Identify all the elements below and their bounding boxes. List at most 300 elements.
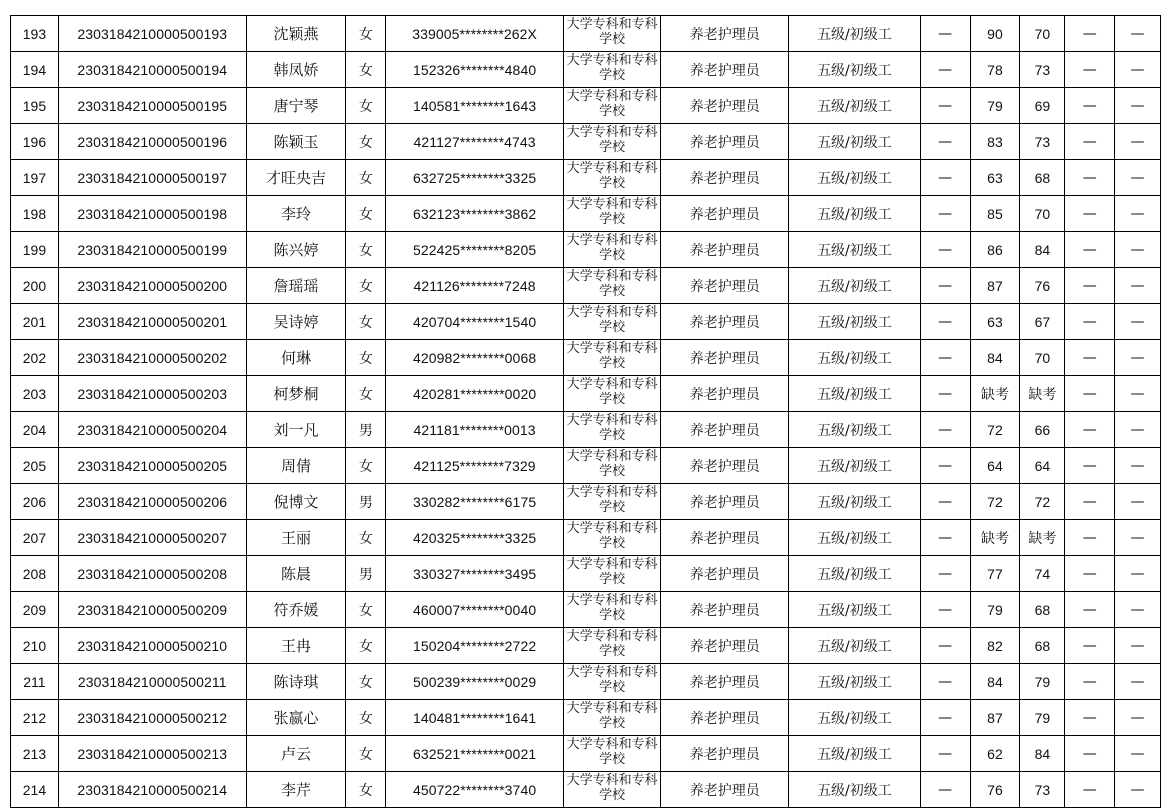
exam-number-cell: 2303184210000500207 bbox=[58, 520, 246, 556]
extra-cell: — bbox=[920, 124, 970, 160]
level-cell: 五级/初级工 bbox=[789, 412, 921, 448]
level-cell: 五级/初级工 bbox=[789, 700, 921, 736]
occupation-cell: 养老护理员 bbox=[661, 304, 789, 340]
gender-cell: 女 bbox=[346, 448, 386, 484]
table-row bbox=[11, 412, 1161, 448]
seq-cell: 212 bbox=[11, 700, 59, 736]
extra-cell: — bbox=[920, 196, 970, 232]
extra-cell: — bbox=[920, 448, 970, 484]
exam-number-cell: 2303184210000500200 bbox=[58, 268, 246, 304]
seq-cell: 204 bbox=[11, 412, 59, 448]
level-cell: 五级/初级工 bbox=[789, 16, 921, 52]
theory-score-cell: 78 bbox=[970, 52, 1020, 88]
education-cell: 大学专科和专科学校 bbox=[563, 556, 661, 592]
gender-cell: 男 bbox=[346, 484, 386, 520]
extra-cell: — bbox=[920, 376, 970, 412]
extra-cell: — bbox=[1065, 376, 1115, 412]
seq-cell: 211 bbox=[11, 664, 59, 700]
extra-cell: — bbox=[1115, 520, 1161, 556]
extra-cell: — bbox=[1065, 412, 1115, 448]
gender-cell: 女 bbox=[346, 592, 386, 628]
seq-cell: 193 bbox=[11, 16, 59, 52]
level-cell: 五级/初级工 bbox=[789, 376, 921, 412]
education-cell: 大学专科和专科学校 bbox=[563, 340, 661, 376]
extra-cell: — bbox=[920, 520, 970, 556]
name-cell: 唐宁琴 bbox=[246, 88, 346, 124]
gender-cell: 女 bbox=[346, 16, 386, 52]
theory-score-cell: 缺考 bbox=[970, 520, 1020, 556]
occupation-cell: 养老护理员 bbox=[661, 592, 789, 628]
extra-cell: — bbox=[920, 52, 970, 88]
extra-cell: — bbox=[920, 232, 970, 268]
table-row bbox=[11, 52, 1161, 88]
skill-score-cell: 70 bbox=[1020, 196, 1065, 232]
level-cell: 五级/初级工 bbox=[789, 304, 921, 340]
theory-score-cell: 63 bbox=[970, 304, 1020, 340]
table-row bbox=[11, 268, 1161, 304]
gender-cell: 女 bbox=[346, 304, 386, 340]
seq-cell: 196 bbox=[11, 124, 59, 160]
extra-cell: — bbox=[920, 160, 970, 196]
exam-number-cell: 2303184210000500203 bbox=[58, 376, 246, 412]
extra-cell: — bbox=[1115, 556, 1161, 592]
gender-cell: 女 bbox=[346, 232, 386, 268]
extra-cell: — bbox=[1115, 232, 1161, 268]
gender-cell: 女 bbox=[346, 160, 386, 196]
table-row bbox=[11, 16, 1161, 52]
extra-cell: — bbox=[1115, 484, 1161, 520]
table-row bbox=[11, 160, 1161, 196]
seq-cell: 213 bbox=[11, 736, 59, 772]
name-cell: 王丽 bbox=[246, 520, 346, 556]
table-row bbox=[11, 592, 1161, 628]
table-row bbox=[11, 556, 1161, 592]
theory-score-cell: 90 bbox=[970, 16, 1020, 52]
gender-cell: 女 bbox=[346, 628, 386, 664]
extra-cell: — bbox=[920, 592, 970, 628]
level-cell: 五级/初级工 bbox=[789, 448, 921, 484]
exam-number-cell: 2303184210000500206 bbox=[58, 484, 246, 520]
skill-score-cell: 70 bbox=[1020, 16, 1065, 52]
occupation-cell: 养老护理员 bbox=[661, 520, 789, 556]
seq-cell: 195 bbox=[11, 88, 59, 124]
occupation-cell: 养老护理员 bbox=[661, 268, 789, 304]
extra-cell: — bbox=[1065, 556, 1115, 592]
extra-cell: — bbox=[1115, 340, 1161, 376]
skill-score-cell: 64 bbox=[1020, 448, 1065, 484]
id-card-cell: 140581********1643 bbox=[386, 88, 564, 124]
skill-score-cell: 缺考 bbox=[1020, 376, 1065, 412]
theory-score-cell: 63 bbox=[970, 160, 1020, 196]
occupation-cell: 养老护理员 bbox=[661, 700, 789, 736]
education-cell: 大学专科和专科学校 bbox=[563, 376, 661, 412]
theory-score-cell: 79 bbox=[970, 88, 1020, 124]
seq-cell: 200 bbox=[11, 268, 59, 304]
extra-cell: — bbox=[1065, 736, 1115, 772]
exam-number-cell: 2303184210000500205 bbox=[58, 448, 246, 484]
seq-cell: 202 bbox=[11, 340, 59, 376]
seq-cell: 203 bbox=[11, 376, 59, 412]
name-cell: 陈颖玉 bbox=[246, 124, 346, 160]
id-card-cell: 140481********1641 bbox=[386, 700, 564, 736]
education-cell: 大学专科和专科学校 bbox=[563, 520, 661, 556]
gender-cell: 女 bbox=[346, 520, 386, 556]
occupation-cell: 养老护理员 bbox=[661, 160, 789, 196]
education-cell: 大学专科和专科学校 bbox=[563, 736, 661, 772]
theory-score-cell: 72 bbox=[970, 484, 1020, 520]
table-row bbox=[11, 340, 1161, 376]
education-cell: 大学专科和专科学校 bbox=[563, 88, 661, 124]
gender-cell: 女 bbox=[346, 196, 386, 232]
id-card-cell: 420325********3325 bbox=[386, 520, 564, 556]
level-cell: 五级/初级工 bbox=[789, 340, 921, 376]
occupation-cell: 养老护理员 bbox=[661, 232, 789, 268]
gender-cell: 女 bbox=[346, 664, 386, 700]
extra-cell: — bbox=[1065, 700, 1115, 736]
skill-score-cell: 73 bbox=[1020, 124, 1065, 160]
id-card-cell: 420982********0068 bbox=[386, 340, 564, 376]
occupation-cell: 养老护理员 bbox=[661, 484, 789, 520]
theory-score-cell: 84 bbox=[970, 664, 1020, 700]
extra-cell: — bbox=[1065, 664, 1115, 700]
table-row bbox=[11, 196, 1161, 232]
skill-score-cell: 84 bbox=[1020, 736, 1065, 772]
table-row bbox=[11, 664, 1161, 700]
extra-cell: — bbox=[1115, 196, 1161, 232]
occupation-cell: 养老护理员 bbox=[661, 196, 789, 232]
extra-cell: — bbox=[1115, 16, 1161, 52]
education-cell: 大学专科和专科学校 bbox=[563, 700, 661, 736]
id-card-cell: 421181********0013 bbox=[386, 412, 564, 448]
theory-score-cell: 87 bbox=[970, 268, 1020, 304]
extra-cell: — bbox=[920, 772, 970, 808]
theory-score-cell: 缺考 bbox=[970, 376, 1020, 412]
extra-cell: — bbox=[920, 16, 970, 52]
exam-number-cell: 2303184210000500210 bbox=[58, 628, 246, 664]
extra-cell: — bbox=[920, 664, 970, 700]
extra-cell: — bbox=[1115, 700, 1161, 736]
level-cell: 五级/初级工 bbox=[789, 664, 921, 700]
table-row bbox=[11, 124, 1161, 160]
name-cell: 李玲 bbox=[246, 196, 346, 232]
exam-number-cell: 2303184210000500202 bbox=[58, 340, 246, 376]
id-card-cell: 460007********0040 bbox=[386, 592, 564, 628]
skill-score-cell: 69 bbox=[1020, 88, 1065, 124]
seq-cell: 214 bbox=[11, 772, 59, 808]
extra-cell: — bbox=[920, 304, 970, 340]
gender-cell: 女 bbox=[346, 268, 386, 304]
gender-cell: 男 bbox=[346, 412, 386, 448]
extra-cell: — bbox=[1065, 232, 1115, 268]
skill-score-cell: 68 bbox=[1020, 628, 1065, 664]
name-cell: 韩凤娇 bbox=[246, 52, 346, 88]
extra-cell: — bbox=[1065, 772, 1115, 808]
skill-score-cell: 72 bbox=[1020, 484, 1065, 520]
gender-cell: 女 bbox=[346, 52, 386, 88]
exam-number-cell: 2303184210000500209 bbox=[58, 592, 246, 628]
name-cell: 詹瑶瑶 bbox=[246, 268, 346, 304]
table-row bbox=[11, 736, 1161, 772]
seq-cell: 208 bbox=[11, 556, 59, 592]
extra-cell: — bbox=[1115, 160, 1161, 196]
id-card-cell: 330282********6175 bbox=[386, 484, 564, 520]
extra-cell: — bbox=[1115, 376, 1161, 412]
seq-cell: 205 bbox=[11, 448, 59, 484]
education-cell: 大学专科和专科学校 bbox=[563, 124, 661, 160]
occupation-cell: 养老护理员 bbox=[661, 124, 789, 160]
extra-cell: — bbox=[1065, 340, 1115, 376]
extra-cell: — bbox=[1115, 628, 1161, 664]
name-cell: 周倩 bbox=[246, 448, 346, 484]
extra-cell: — bbox=[1065, 124, 1115, 160]
occupation-cell: 养老护理员 bbox=[661, 772, 789, 808]
level-cell: 五级/初级工 bbox=[789, 268, 921, 304]
extra-cell: — bbox=[1065, 520, 1115, 556]
theory-score-cell: 62 bbox=[970, 736, 1020, 772]
table-row bbox=[11, 304, 1161, 340]
exam-number-cell: 2303184210000500212 bbox=[58, 700, 246, 736]
id-card-cell: 420281********0020 bbox=[386, 376, 564, 412]
level-cell: 五级/初级工 bbox=[789, 628, 921, 664]
name-cell: 沈颖燕 bbox=[246, 16, 346, 52]
seq-cell: 209 bbox=[11, 592, 59, 628]
education-cell: 大学专科和专科学校 bbox=[563, 448, 661, 484]
exam-number-cell: 2303184210000500201 bbox=[58, 304, 246, 340]
occupation-cell: 养老护理员 bbox=[661, 628, 789, 664]
education-cell: 大学专科和专科学校 bbox=[563, 232, 661, 268]
extra-cell: — bbox=[1115, 88, 1161, 124]
id-card-cell: 632521********0021 bbox=[386, 736, 564, 772]
exam-number-cell: 2303184210000500197 bbox=[58, 160, 246, 196]
level-cell: 五级/初级工 bbox=[789, 772, 921, 808]
extra-cell: — bbox=[1115, 124, 1161, 160]
theory-score-cell: 64 bbox=[970, 448, 1020, 484]
exam-number-cell: 2303184210000500208 bbox=[58, 556, 246, 592]
id-card-cell: 339005********262X bbox=[386, 16, 564, 52]
extra-cell: — bbox=[920, 88, 970, 124]
education-cell: 大学专科和专科学校 bbox=[563, 628, 661, 664]
exam-number-cell: 2303184210000500194 bbox=[58, 52, 246, 88]
extra-cell: — bbox=[1115, 304, 1161, 340]
seq-cell: 210 bbox=[11, 628, 59, 664]
name-cell: 陈兴婷 bbox=[246, 232, 346, 268]
results-table bbox=[10, 15, 1161, 808]
table-row bbox=[11, 232, 1161, 268]
skill-score-cell: 79 bbox=[1020, 664, 1065, 700]
education-cell: 大学专科和专科学校 bbox=[563, 16, 661, 52]
extra-cell: — bbox=[920, 484, 970, 520]
table-row bbox=[11, 520, 1161, 556]
extra-cell: — bbox=[1065, 484, 1115, 520]
level-cell: 五级/初级工 bbox=[789, 124, 921, 160]
skill-score-cell: 84 bbox=[1020, 232, 1065, 268]
level-cell: 五级/初级工 bbox=[789, 556, 921, 592]
occupation-cell: 养老护理员 bbox=[661, 736, 789, 772]
id-card-cell: 330327********3495 bbox=[386, 556, 564, 592]
id-card-cell: 421126********7248 bbox=[386, 268, 564, 304]
exam-number-cell: 2303184210000500196 bbox=[58, 124, 246, 160]
id-card-cell: 632725********3325 bbox=[386, 160, 564, 196]
theory-score-cell: 79 bbox=[970, 592, 1020, 628]
occupation-cell: 养老护理员 bbox=[661, 16, 789, 52]
id-card-cell: 150204********2722 bbox=[386, 628, 564, 664]
level-cell: 五级/初级工 bbox=[789, 520, 921, 556]
extra-cell: — bbox=[920, 340, 970, 376]
extra-cell: — bbox=[1065, 448, 1115, 484]
gender-cell: 女 bbox=[346, 340, 386, 376]
name-cell: 倪博文 bbox=[246, 484, 346, 520]
exam-number-cell: 2303184210000500214 bbox=[58, 772, 246, 808]
theory-score-cell: 84 bbox=[970, 340, 1020, 376]
gender-cell: 女 bbox=[346, 376, 386, 412]
level-cell: 五级/初级工 bbox=[789, 88, 921, 124]
exam-number-cell: 2303184210000500204 bbox=[58, 412, 246, 448]
gender-cell: 女 bbox=[346, 88, 386, 124]
extra-cell: — bbox=[920, 628, 970, 664]
extra-cell: — bbox=[1115, 772, 1161, 808]
table-row bbox=[11, 376, 1161, 412]
education-cell: 大学专科和专科学校 bbox=[563, 664, 661, 700]
exam-number-cell: 2303184210000500195 bbox=[58, 88, 246, 124]
education-cell: 大学专科和专科学校 bbox=[563, 412, 661, 448]
theory-score-cell: 76 bbox=[970, 772, 1020, 808]
occupation-cell: 养老护理员 bbox=[661, 448, 789, 484]
table-row bbox=[11, 772, 1161, 808]
name-cell: 李芹 bbox=[246, 772, 346, 808]
table-row bbox=[11, 88, 1161, 124]
id-card-cell: 152326********4840 bbox=[386, 52, 564, 88]
education-cell: 大学专科和专科学校 bbox=[563, 484, 661, 520]
level-cell: 五级/初级工 bbox=[789, 160, 921, 196]
name-cell: 柯梦桐 bbox=[246, 376, 346, 412]
exam-number-cell: 2303184210000500211 bbox=[58, 664, 246, 700]
table-row bbox=[11, 484, 1161, 520]
education-cell: 大学专科和专科学校 bbox=[563, 196, 661, 232]
gender-cell: 女 bbox=[346, 772, 386, 808]
extra-cell: — bbox=[1115, 736, 1161, 772]
seq-cell: 194 bbox=[11, 52, 59, 88]
education-cell: 大学专科和专科学校 bbox=[563, 268, 661, 304]
education-cell: 大学专科和专科学校 bbox=[563, 304, 661, 340]
skill-score-cell: 70 bbox=[1020, 340, 1065, 376]
id-card-cell: 450722********3740 bbox=[386, 772, 564, 808]
exam-number-cell: 2303184210000500198 bbox=[58, 196, 246, 232]
seq-cell: 206 bbox=[11, 484, 59, 520]
id-card-cell: 522425********8205 bbox=[386, 232, 564, 268]
exam-number-cell: 2303184210000500193 bbox=[58, 16, 246, 52]
seq-cell: 197 bbox=[11, 160, 59, 196]
id-card-cell: 632123********3862 bbox=[386, 196, 564, 232]
name-cell: 张嬴心 bbox=[246, 700, 346, 736]
level-cell: 五级/初级工 bbox=[789, 736, 921, 772]
skill-score-cell: 68 bbox=[1020, 592, 1065, 628]
occupation-cell: 养老护理员 bbox=[661, 88, 789, 124]
extra-cell: — bbox=[920, 412, 970, 448]
theory-score-cell: 82 bbox=[970, 628, 1020, 664]
level-cell: 五级/初级工 bbox=[789, 52, 921, 88]
extra-cell: — bbox=[1065, 52, 1115, 88]
skill-score-cell: 76 bbox=[1020, 268, 1065, 304]
skill-score-cell: 74 bbox=[1020, 556, 1065, 592]
seq-cell: 207 bbox=[11, 520, 59, 556]
table-row bbox=[11, 628, 1161, 664]
extra-cell: — bbox=[1065, 268, 1115, 304]
seq-cell: 201 bbox=[11, 304, 59, 340]
name-cell: 符乔媛 bbox=[246, 592, 346, 628]
theory-score-cell: 77 bbox=[970, 556, 1020, 592]
table-row bbox=[11, 448, 1161, 484]
extra-cell: — bbox=[1115, 268, 1161, 304]
name-cell: 卢云 bbox=[246, 736, 346, 772]
skill-score-cell: 79 bbox=[1020, 700, 1065, 736]
extra-cell: — bbox=[1065, 628, 1115, 664]
extra-cell: — bbox=[1065, 88, 1115, 124]
level-cell: 五级/初级工 bbox=[789, 196, 921, 232]
gender-cell: 女 bbox=[346, 736, 386, 772]
occupation-cell: 养老护理员 bbox=[661, 376, 789, 412]
skill-score-cell: 66 bbox=[1020, 412, 1065, 448]
occupation-cell: 养老护理员 bbox=[661, 340, 789, 376]
extra-cell: — bbox=[1115, 664, 1161, 700]
extra-cell: — bbox=[1065, 196, 1115, 232]
skill-score-cell: 73 bbox=[1020, 772, 1065, 808]
id-card-cell: 420704********1540 bbox=[386, 304, 564, 340]
level-cell: 五级/初级工 bbox=[789, 232, 921, 268]
id-card-cell: 421125********7329 bbox=[386, 448, 564, 484]
name-cell: 陈晨 bbox=[246, 556, 346, 592]
education-cell: 大学专科和专科学校 bbox=[563, 52, 661, 88]
gender-cell: 女 bbox=[346, 700, 386, 736]
extra-cell: — bbox=[920, 556, 970, 592]
occupation-cell: 养老护理员 bbox=[661, 412, 789, 448]
id-card-cell: 421127********4743 bbox=[386, 124, 564, 160]
extra-cell: — bbox=[1065, 16, 1115, 52]
skill-score-cell: 73 bbox=[1020, 52, 1065, 88]
exam-number-cell: 2303184210000500213 bbox=[58, 736, 246, 772]
education-cell: 大学专科和专科学校 bbox=[563, 772, 661, 808]
theory-score-cell: 86 bbox=[970, 232, 1020, 268]
extra-cell: — bbox=[1065, 160, 1115, 196]
extra-cell: — bbox=[1115, 592, 1161, 628]
theory-score-cell: 72 bbox=[970, 412, 1020, 448]
table-body bbox=[11, 16, 1161, 808]
education-cell: 大学专科和专科学校 bbox=[563, 592, 661, 628]
extra-cell: — bbox=[1115, 448, 1161, 484]
occupation-cell: 养老护理员 bbox=[661, 52, 789, 88]
name-cell: 陈诗琪 bbox=[246, 664, 346, 700]
name-cell: 王冉 bbox=[246, 628, 346, 664]
gender-cell: 男 bbox=[346, 556, 386, 592]
extra-cell: — bbox=[1115, 412, 1161, 448]
extra-cell: — bbox=[1065, 304, 1115, 340]
level-cell: 五级/初级工 bbox=[789, 592, 921, 628]
level-cell: 五级/初级工 bbox=[789, 484, 921, 520]
theory-score-cell: 85 bbox=[970, 196, 1020, 232]
skill-score-cell: 缺考 bbox=[1020, 520, 1065, 556]
exam-number-cell: 2303184210000500199 bbox=[58, 232, 246, 268]
extra-cell: — bbox=[920, 268, 970, 304]
table-row bbox=[11, 700, 1161, 736]
education-cell: 大学专科和专科学校 bbox=[563, 160, 661, 196]
extra-cell: — bbox=[920, 736, 970, 772]
name-cell: 吴诗婷 bbox=[246, 304, 346, 340]
name-cell: 何琳 bbox=[246, 340, 346, 376]
gender-cell: 女 bbox=[346, 124, 386, 160]
extra-cell: — bbox=[920, 700, 970, 736]
extra-cell: — bbox=[1115, 52, 1161, 88]
seq-cell: 198 bbox=[11, 196, 59, 232]
id-card-cell: 500239********0029 bbox=[386, 664, 564, 700]
